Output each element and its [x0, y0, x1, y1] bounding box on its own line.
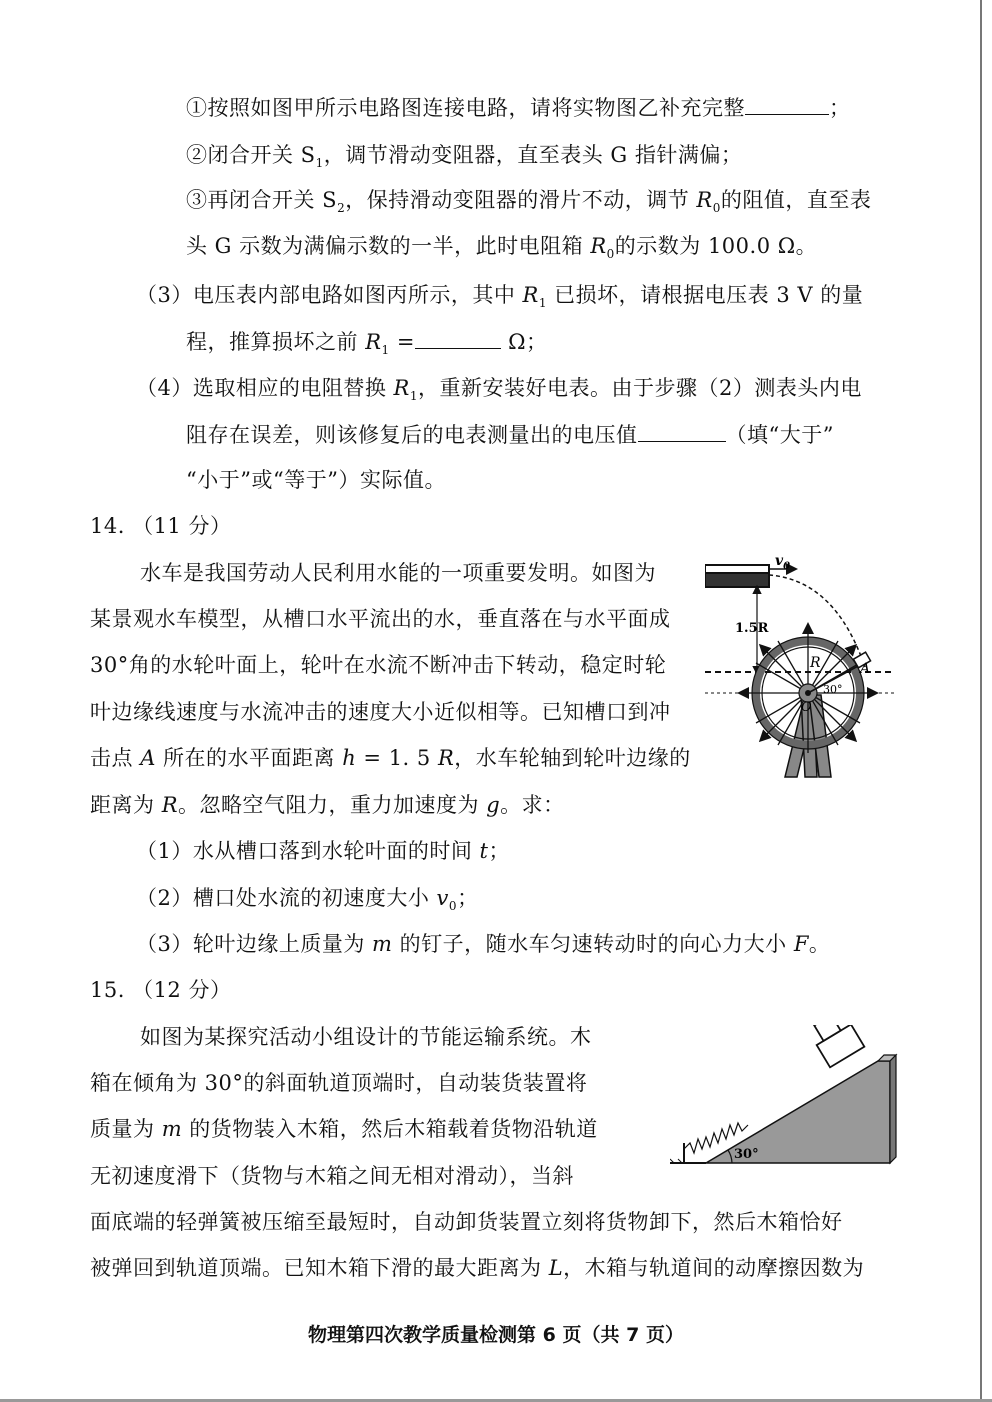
water-wheel-figure — [705, 555, 895, 785]
q15-text-l2: 箱在倾角为 30°的斜面轨道顶端时，自动装货装置将 — [90, 1071, 588, 1095]
q13-part4-line1: （4）选取相应的电阻替换 $R_1$，重新安装好电表。由于步骤（2）测表头内电 — [136, 376, 862, 404]
answer-blank[interactable] — [415, 326, 501, 349]
q14-text-l3: 30°角的水轮叶面上，轮叶在水流不断冲击下转动，稳定时轮 — [90, 653, 667, 677]
label-height: 1.5R — [735, 621, 769, 636]
q15-header: 15. （12 分） — [90, 978, 232, 1002]
water-wheel-icon — [740, 625, 876, 753]
q15-text-l3: 质量为 m 的货物装入木箱，然后木箱载着货物沿轨道 — [90, 1117, 598, 1141]
q13-part3-line1: （3）电压表内部电路如图丙所示，其中 $R_1$ 已损坏，请根据电压表 3 V 的量 — [136, 283, 864, 311]
q14-sub2: （2）槽口处水流的初速度大小 $v_0$； — [136, 886, 479, 914]
q14-text-l6: 距离为 R。忽略空气阻力，重力加速度为 g。求： — [90, 793, 565, 817]
q13-step3-line1: ③再闭合开关 $S_2$，保持滑动变阻器的滑片不动，调节 $R_0$的阻值，直至表 — [186, 188, 872, 216]
q13-step2: ②闭合开关 $S_1$，调节滑动变阻器，直至表头 G 指针满偏； — [186, 143, 743, 171]
label-A: A — [860, 661, 871, 677]
q13-part3-line2: 程，推算损坏之前 $R_1 = \Omega$； — [186, 326, 548, 365]
q14-text-l1: 水车是我国劳动人民利用水能的一项重要发明。如图为 — [140, 561, 656, 585]
wooden-box-icon — [807, 1025, 864, 1067]
q13-part4-line2: 阻存在误差，则该修复后的电表测量出的电压值 （填“大于” — [186, 419, 834, 450]
label-angle: 30° — [823, 683, 843, 696]
label-O: O — [801, 700, 812, 715]
page-footer: 物理第四次教学质量检测第 6 页（共 7 页） — [308, 1324, 684, 1346]
label-R: R — [810, 655, 821, 671]
q14-header: 14. （11 分） — [90, 514, 232, 538]
incline-figure — [670, 1025, 910, 1165]
q13-step1: ①按照如图甲所示电路图连接电路，请将实物图乙补充完整 ； — [186, 92, 851, 123]
q15-text-l1: 如图为某探究活动小组设计的节能运输系统。木 — [140, 1025, 592, 1049]
page-right-edge — [980, 0, 982, 1402]
q15-text-l5: 面底端的轻弹簧被压缩至最短时，自动卸货装置立刻将货物卸下，然后木箱恰好 — [90, 1210, 843, 1234]
q14-sub1: （1）水从槽口落到水轮叶面的时间 t； — [136, 839, 510, 863]
answer-blank[interactable] — [638, 419, 726, 442]
q14-sub3: （3）轮叶边缘上质量为 m 的钉子，随水车匀速转动时的向心力大小 F。 — [136, 932, 831, 956]
q14-text-l5: 击点 A 所在的水平面距离 h = 1. 5 R，水车轮轴到轮叶边缘的 — [90, 746, 691, 770]
q13-part4-line3: “小于”或“等于”）实际值。 — [186, 468, 446, 492]
q14-text-l2: 某景观水车模型，从槽口水平流出的水，垂直落在与水平面成 — [90, 607, 671, 631]
label-incline-angle: 30° — [734, 1147, 759, 1162]
q15-text-l6: 被弹回到轨道顶端。已知木箱下滑的最大距离为 L，木箱与轨道间的动摩擦因数为 — [90, 1256, 865, 1280]
q15-text-l4: 无初速度滑下（货物与木箱之间无相对滑动），当斜 — [90, 1164, 574, 1188]
q14-text-l4: 叶边缘线速度与水流冲击的速度大小近似相等。已知槽口到冲 — [90, 700, 671, 724]
q13-step3-line2: 头 G 示数为满偏示数的一半，此时电阻箱 $R_0$的示数为 100.0 Ω。 — [186, 234, 818, 262]
answer-blank[interactable] — [745, 92, 829, 115]
label-v0: $v_0$ — [775, 555, 791, 572]
